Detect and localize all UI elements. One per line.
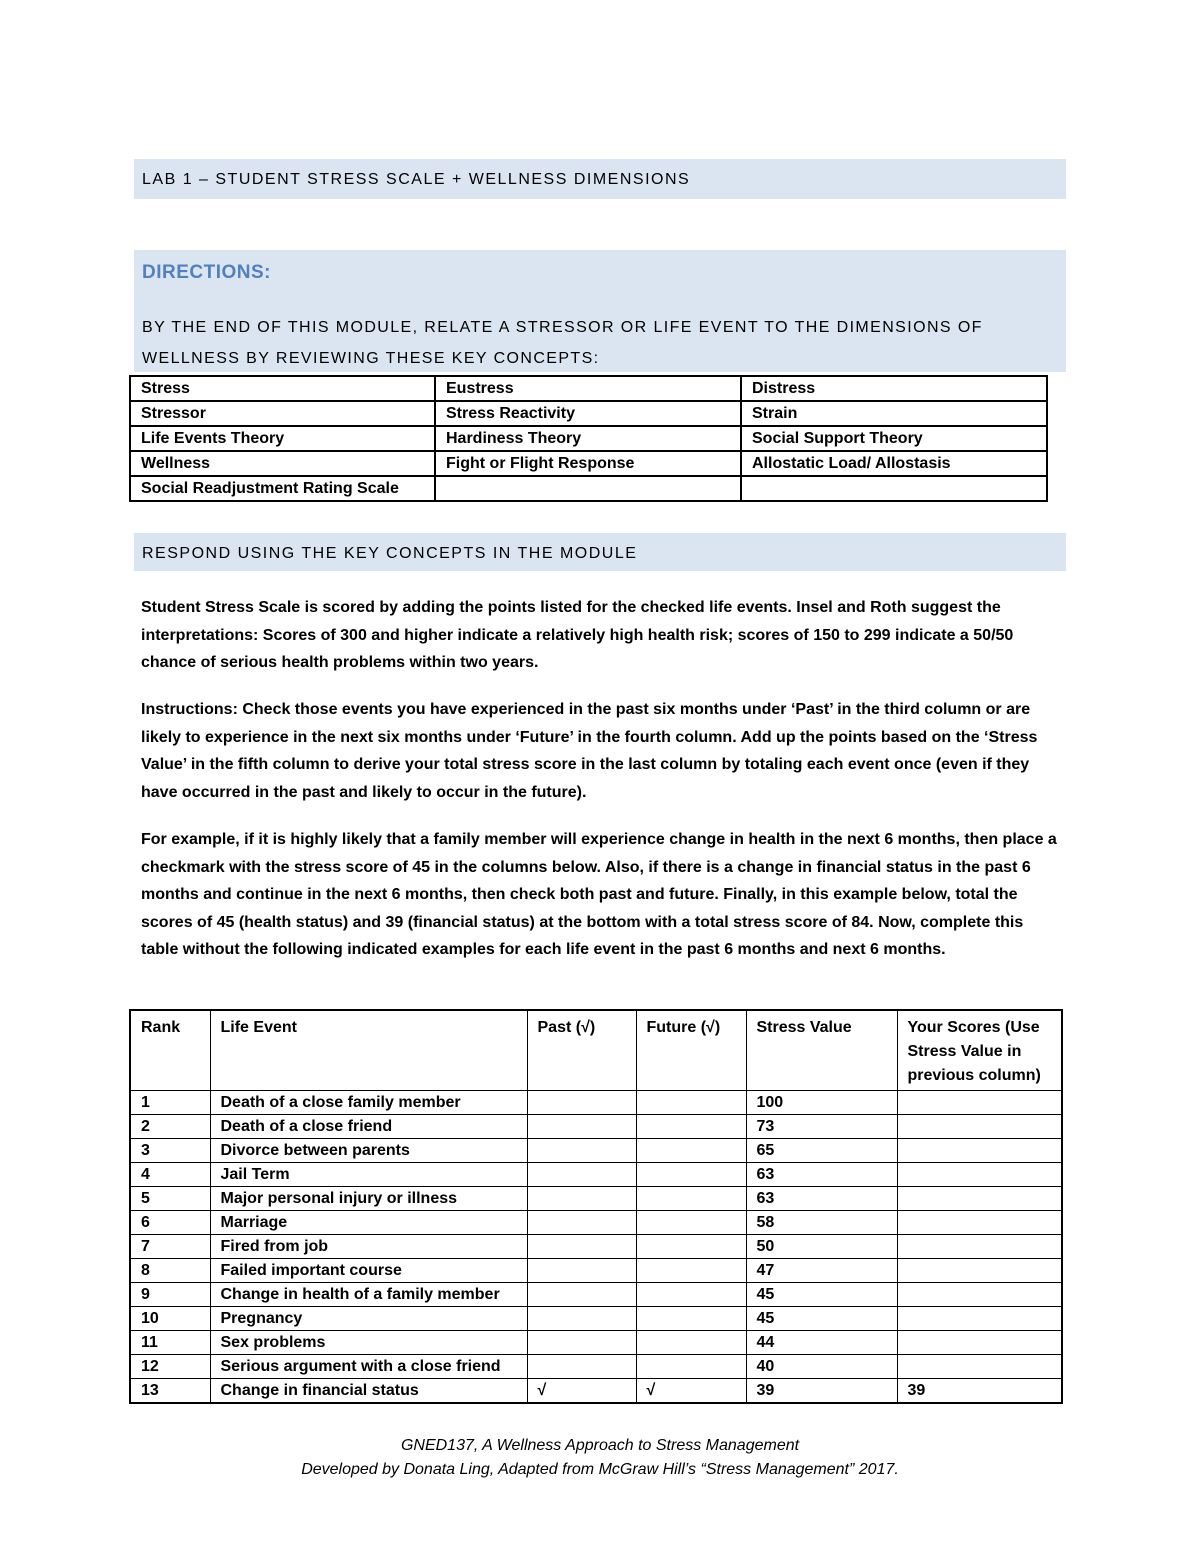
stress-value-cell: 73	[746, 1115, 897, 1139]
concept-cell: Stressor	[130, 401, 435, 426]
future-check-cell[interactable]	[636, 1163, 746, 1187]
concept-cell	[741, 476, 1047, 501]
concept-cell: Social Readjustment Rating Scale	[130, 476, 435, 501]
rank-cell: 12	[130, 1355, 210, 1379]
past-check-cell[interactable]	[527, 1187, 636, 1211]
future-check-cell[interactable]	[636, 1259, 746, 1283]
your-score-cell[interactable]	[897, 1259, 1062, 1283]
stress-value-cell: 63	[746, 1163, 897, 1187]
concept-cell	[435, 476, 741, 501]
future-check-cell[interactable]	[636, 1187, 746, 1211]
past-check-cell[interactable]	[527, 1163, 636, 1187]
life-event-cell: Death of a close family member	[210, 1091, 527, 1115]
future-check-cell[interactable]	[636, 1355, 746, 1379]
past-check-cell[interactable]: √	[527, 1379, 636, 1404]
future-check-cell[interactable]	[636, 1139, 746, 1163]
life-event-cell: Failed important course	[210, 1259, 527, 1283]
your-score-cell[interactable]	[897, 1187, 1062, 1211]
future-check-cell[interactable]	[636, 1091, 746, 1115]
concept-cell: Life Events Theory	[130, 426, 435, 451]
past-check-cell[interactable]	[527, 1139, 636, 1163]
directions-body: BY THE END OF THIS MODULE, RELATE A STRESSOR OR LIFE EVENT TO THE DIMENSIONS OF WELLNESS BY REVIEWING THESE KEY CONCEPTS:	[142, 319, 983, 367]
table-row	[130, 1235, 1062, 1259]
concept-cell: Stress	[130, 376, 435, 401]
concept-cell: Fight or Flight Response	[435, 451, 741, 476]
concept-cell: Hardiness Theory	[435, 426, 741, 451]
future-check-cell[interactable]	[636, 1307, 746, 1331]
rank-cell: 11	[130, 1331, 210, 1355]
rank-cell: 2	[130, 1115, 210, 1139]
concept-cell: Stress Reactivity	[435, 401, 741, 426]
rank-cell: 6	[130, 1211, 210, 1235]
your-score-cell[interactable]	[897, 1307, 1062, 1331]
footer-course: GNED137, A Wellness Approach to Stress Management	[400, 1437, 800, 1454]
past-check-cell[interactable]	[527, 1355, 636, 1379]
header-stress-value: Stress Value	[746, 1010, 897, 1091]
concepts-row	[130, 426, 1047, 451]
stress-value-cell: 47	[746, 1259, 897, 1283]
stress-value-cell: 40	[746, 1355, 897, 1379]
life-event-cell: Sex problems	[210, 1331, 527, 1355]
table-row	[130, 1211, 1062, 1235]
stress-value-cell: 45	[746, 1307, 897, 1331]
your-score-cell[interactable]	[897, 1211, 1062, 1235]
example-paragraph: For example, if it is highly likely that a family member will experience change in health in the next 6 months, then place a checkmark with the stress score of 45 in the columns below. Also, if there is a change in financial status in the past 6 months and continue in the next 6 months, then check both past and future. Finally, in this example below, total the scores of 45 (health status) and 39 (financial status) at the bottom with a total stress score of 84. Now, complete this table without the following indicated examples for each life event in the past 6 months and next 6 months.	[141, 831, 1057, 958]
concept-cell: Eustress	[435, 376, 741, 401]
stress-value-cell: 39	[746, 1379, 897, 1404]
key-concepts-table	[129, 375, 1048, 502]
header-rank: Rank	[130, 1010, 210, 1091]
concepts-row	[130, 401, 1047, 426]
directions-band	[134, 250, 1066, 372]
events-header-row	[130, 1010, 1062, 1091]
your-score-cell[interactable]	[897, 1355, 1062, 1379]
future-check-cell[interactable]	[636, 1331, 746, 1355]
instructions-paragraph: Instructions: Check those events you have experienced in the past six months under ‘Past’ in the third column or are likely to experience in the next six months under ‘Future’ in the fourth column. Add up the points based on the ‘Stress Value’ in the fifth column to derive your total stress score in the last column by totaling each event once (even if they have occurred in the past and likely to occur in the future).	[141, 701, 1038, 801]
table-row	[130, 1187, 1062, 1211]
your-score-cell[interactable]	[897, 1163, 1062, 1187]
concepts-row	[130, 451, 1047, 476]
future-check-cell[interactable]	[636, 1211, 746, 1235]
life-event-cell: Divorce between parents	[210, 1139, 527, 1163]
your-score-cell[interactable]	[897, 1283, 1062, 1307]
stress-value-cell: 63	[746, 1187, 897, 1211]
rank-cell: 13	[130, 1379, 210, 1404]
past-check-cell[interactable]	[527, 1259, 636, 1283]
respond-heading: RESPOND USING THE KEY CONCEPTS IN THE MODULE	[142, 545, 638, 562]
past-check-cell[interactable]	[527, 1331, 636, 1355]
your-score-cell[interactable]: 39	[897, 1379, 1062, 1404]
concept-cell: Wellness	[130, 451, 435, 476]
life-events-table	[129, 1009, 1063, 1404]
life-event-cell: Major personal injury or illness	[210, 1187, 527, 1211]
your-score-cell[interactable]	[897, 1331, 1062, 1355]
stress-value-cell: 50	[746, 1235, 897, 1259]
scoring-paragraph: Student Stress Scale is scored by adding the points listed for the checked life events. Insel and Roth suggest the interpretations: Scores of 300 and higher indicate a relatively high health risk; scores of 150 to 299 indicate a 50/50 chance of serious health problems within two years.	[141, 599, 1014, 671]
past-check-cell[interactable]	[527, 1115, 636, 1139]
life-event-cell: Change in financial status	[210, 1379, 527, 1404]
stress-value-cell: 58	[746, 1211, 897, 1235]
header-life-event: Life Event	[210, 1010, 527, 1091]
stress-value-cell: 45	[746, 1283, 897, 1307]
table-row	[130, 1355, 1062, 1379]
life-event-cell: Death of a close friend	[210, 1115, 527, 1139]
header-your-scores: Your Scores (Use Stress Value in previous column)	[897, 1010, 1062, 1091]
past-check-cell[interactable]	[527, 1235, 636, 1259]
future-check-cell[interactable]	[636, 1235, 746, 1259]
table-row	[130, 1379, 1062, 1404]
rank-cell: 1	[130, 1091, 210, 1115]
respond-band	[134, 533, 1066, 571]
rank-cell: 3	[130, 1139, 210, 1163]
stress-value-cell: 100	[746, 1091, 897, 1115]
title-band	[134, 159, 1066, 199]
rank-cell: 4	[130, 1163, 210, 1187]
future-check-cell[interactable]	[636, 1115, 746, 1139]
past-check-cell[interactable]	[527, 1283, 636, 1307]
table-row	[130, 1091, 1062, 1115]
future-check-cell[interactable]	[636, 1283, 746, 1307]
your-score-cell[interactable]	[897, 1235, 1062, 1259]
table-row	[130, 1259, 1062, 1283]
concept-cell: Allostatic Load/ Allostasis	[741, 451, 1047, 476]
table-row	[130, 1139, 1062, 1163]
concepts-row	[130, 476, 1047, 501]
concepts-row	[130, 376, 1047, 401]
concept-cell: Distress	[741, 376, 1047, 401]
stress-value-cell: 65	[746, 1139, 897, 1163]
table-row	[130, 1163, 1062, 1187]
past-check-cell[interactable]	[527, 1091, 636, 1115]
table-row	[130, 1283, 1062, 1307]
life-event-cell: Change in health of a family member	[210, 1283, 527, 1307]
table-row	[130, 1307, 1062, 1331]
directions-heading: DIRECTIONS:	[142, 262, 271, 283]
stress-value-cell: 44	[746, 1331, 897, 1355]
table-row	[130, 1115, 1062, 1139]
concept-cell: Strain	[741, 401, 1047, 426]
your-score-cell[interactable]	[897, 1115, 1062, 1139]
life-event-cell: Marriage	[210, 1211, 527, 1235]
past-check-cell[interactable]	[527, 1211, 636, 1235]
past-check-cell[interactable]	[527, 1307, 636, 1331]
header-future: Future (√)	[636, 1010, 746, 1091]
life-event-cell: Pregnancy	[210, 1307, 527, 1331]
future-check-cell[interactable]: √	[636, 1379, 746, 1404]
life-event-cell: Serious argument with a close friend	[210, 1355, 527, 1379]
rank-cell: 8	[130, 1259, 210, 1283]
footer-credit: Developed by Donata Ling, Adapted from McGraw Hill’s “Stress Management” 2017.	[301, 1461, 899, 1478]
rank-cell: 5	[130, 1187, 210, 1211]
your-score-cell[interactable]	[897, 1091, 1062, 1115]
page-title: LAB 1 – STUDENT STRESS SCALE + WELLNESS DIMENSIONS	[142, 171, 691, 188]
header-past: Past (√)	[527, 1010, 636, 1091]
rank-cell: 10	[130, 1307, 210, 1331]
rank-cell: 7	[130, 1235, 210, 1259]
life-event-cell: Jail Term	[210, 1163, 527, 1187]
concept-cell: Social Support Theory	[741, 426, 1047, 451]
rank-cell: 9	[130, 1283, 210, 1307]
your-score-cell[interactable]	[897, 1139, 1062, 1163]
table-row	[130, 1331, 1062, 1355]
life-event-cell: Fired from job	[210, 1235, 527, 1259]
